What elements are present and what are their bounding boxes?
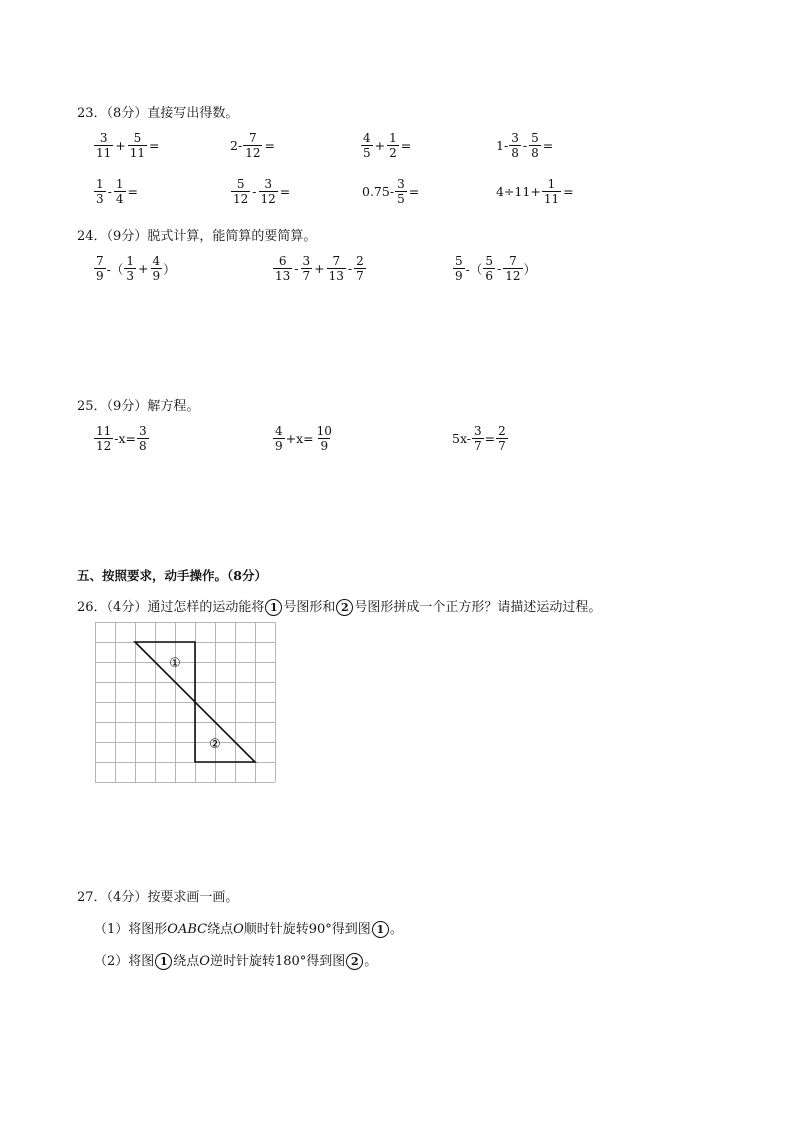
q25-e2: $\frac{4}{9}$ +x= $\frac{10}{9}$	[275, 424, 332, 453]
q24-e3: $\frac{5}{9}$ -（ $\frac{5}{6}$ - $\frac{7}{12}$ ）	[455, 254, 537, 283]
grid-figure	[95, 622, 277, 788]
triangle-2	[195, 702, 255, 762]
q25-e3: 5x- $\frac{3}{7}$ = $\frac{2}{7}$	[452, 424, 506, 453]
q23-r2-e2: $\frac{5}{12}$ - $\frac{3}{12}$ =	[233, 177, 291, 206]
circled-number-1: 1	[155, 953, 172, 970]
q23-r1-e2: 2- $\frac{7}{12}$ =	[230, 131, 275, 160]
q23-r1-e3: $\frac{4}{5}$ + $\frac{1}{2}$ =	[363, 131, 412, 160]
q25-e1: $\frac{11}{12}$ -x= $\frac{3}{8}$	[96, 424, 147, 453]
circled-number-1: 1	[372, 921, 389, 938]
section-5-heading: 五、按照要求，动手操作。（8分）	[77, 568, 267, 583]
grid-lines	[95, 622, 276, 783]
q27-step-2: （2）将图 1 绕点O逆时针旋转180°得到图 2 。	[94, 954, 378, 969]
q23-title: 23．（8分）直接写出得数。	[77, 106, 239, 121]
q24-e2: $\frac{6}{13}$ - $\frac{3}{7}$ + $\frac{7}{13}$ - $\frac{2}{7}$	[275, 254, 364, 283]
q26-title: 26．（4分）通过怎样的运动能将 1 号图形和 2 号图形拼成一个正方形？请描述运动过程。	[77, 600, 602, 615]
triangle-1	[135, 642, 195, 702]
triangle-1-label: ①	[169, 656, 181, 671]
q24-title: 24．（9分）脱式计算，能简算的要简算。	[77, 229, 317, 244]
q25-title: 25．（9分）解方程。	[77, 399, 200, 414]
q23-r2-e1: $\frac{1}{3}$ - $\frac{1}{4}$ =	[96, 177, 138, 206]
q27-title: 27．（4分）按要求画一画。	[77, 890, 239, 905]
grid-svg	[95, 622, 277, 784]
q23-r2-e4: 4÷11+ $\frac{1}{11}$ =	[496, 177, 574, 206]
circled-number-1: 1	[265, 599, 282, 616]
circled-number-2: 2	[336, 599, 353, 616]
triangle-2-label: ②	[209, 737, 221, 752]
q24-e1: $\frac{7}{9}$ -（ $\frac{1}{3}$ + $\frac{4}{9}$ ）	[96, 254, 176, 283]
q27-step-1: （1）将图形OABC绕点O顺时针旋转90°得到图 1 。	[94, 922, 403, 937]
q23-r1-e1: $\frac{3}{11}$ + $\frac{5}{11}$ =	[96, 131, 160, 160]
circled-number-2: 2	[346, 953, 363, 970]
q23-r1-e4: 1- $\frac{3}{8}$ - $\frac{5}{8}$ =	[496, 131, 554, 160]
q23-r2-e3: 0.75- $\frac{3}{5}$ =	[362, 177, 420, 206]
